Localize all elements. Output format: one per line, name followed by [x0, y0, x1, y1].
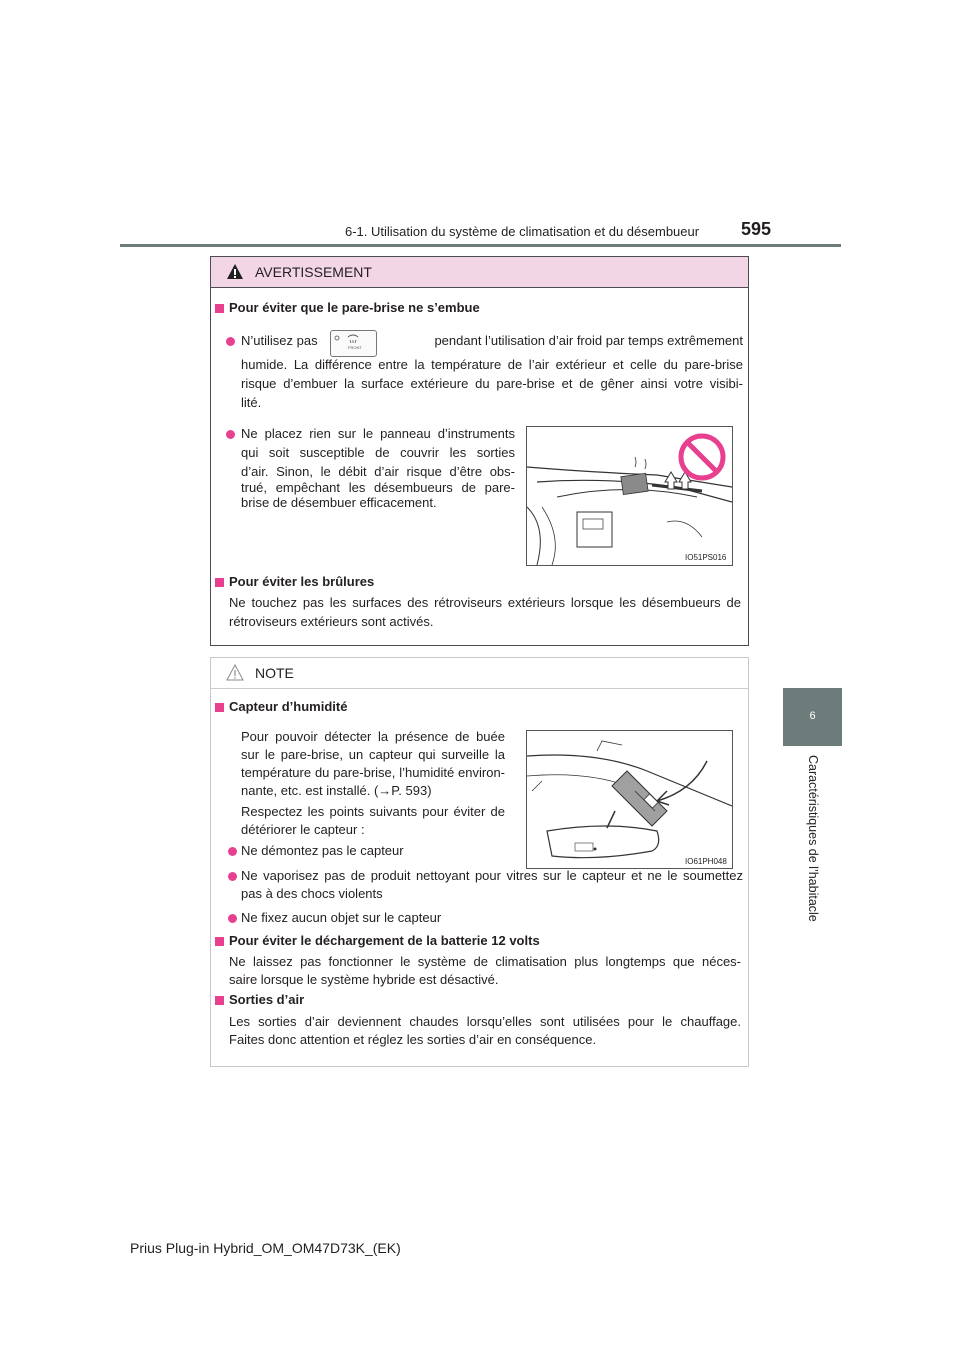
section-text: rétroviseurs extérieurs sont activés. — [229, 614, 434, 629]
bullet-text-line: risque d’embuer la surface extérieure du pare-brise et de gêner ainsi votre visibi- — [241, 376, 743, 391]
section-title: Pour éviter les brûlures — [229, 574, 375, 589]
bullet-dot — [228, 914, 237, 923]
figure-code: IO61PH048 — [685, 857, 727, 866]
chapter-tab — [783, 688, 842, 746]
section-marker — [215, 996, 224, 1005]
bullet-text-line: lité. — [241, 395, 262, 410]
bullet-dot — [226, 430, 235, 439]
section-title: Sorties d’air — [229, 992, 305, 1007]
svg-text:FRONT: FRONT — [348, 345, 362, 350]
bullet-text: Ne fixez aucun objet sur le capteur — [241, 910, 442, 925]
section-marker — [215, 703, 224, 712]
warning-header — [211, 257, 748, 288]
bullet-text: pas à des chocs violents — [241, 886, 383, 901]
header-rule — [120, 244, 841, 247]
section-title: Capteur d’humidité — [229, 699, 348, 714]
bullet-dot — [226, 337, 235, 346]
section-title: Pour éviter que le pare-brise ne s’embue — [229, 300, 480, 315]
note-text-line: température du pare-brise, l’humidité environ- — [241, 765, 505, 780]
bullet-text: Ne vaporisez pas de produit nettoyant pour vitres sur le capteur et ne le soumettez — [241, 868, 743, 883]
section-text: Les sorties d’air deviennent chaudes lorsqu’elles sont utilisées pour le chauffage. — [229, 1014, 741, 1029]
chapter-title: Caractéristiques de l’habitacle — [806, 755, 820, 922]
bullet-text: N’utilisez pas — [241, 333, 318, 348]
bullet-text-line: qui soit susceptible de couvrir les sorties — [241, 445, 515, 460]
chapter-number: 6 — [809, 710, 816, 722]
section-marker — [215, 937, 224, 946]
bullet-text-line: brise de désembuer efficacement. — [241, 495, 437, 510]
humidity-sensor-illustration — [526, 730, 733, 869]
bullet-text-line: d’air. Sinon, le débit d’air risque d’être obs- — [241, 464, 515, 479]
page-number: 595 — [741, 219, 772, 239]
dashboard-illustration — [526, 426, 733, 566]
section-text: Ne touchez pas les surfaces des rétroviseurs extérieurs lorsque les désembueurs de — [229, 595, 741, 610]
section-marker — [215, 578, 224, 587]
section-text: Ne laissez pas fonctionner le système de climatisation plus longtemps que néces- — [229, 954, 741, 969]
note-header — [211, 658, 748, 689]
section-text: saire lorsque le système hybride est désactivé. — [229, 972, 499, 987]
note-text-line: sur le pare-brise, un capteur qui surveille la — [241, 747, 505, 762]
note-text-line: Pour pouvoir détecter la présence de buée — [241, 729, 505, 744]
caution-icon — [226, 664, 244, 681]
running-header: 6-1. Utilisation du système de climatisation et du désembueur — [345, 224, 700, 239]
document-footer: Prius Plug-in Hybrid_OM_OM47D73K_(EK) — [130, 1240, 401, 1256]
bullet-text: pendant l’utilisation d’air froid par temps extrêmement — [434, 333, 743, 348]
section-marker — [215, 304, 224, 313]
note-text-line: détériorer le capteur : — [241, 822, 365, 837]
bullet-dot — [228, 847, 237, 856]
bullet-text: Ne démontez pas le capteur — [241, 843, 404, 858]
note-label: NOTE — [255, 665, 294, 681]
bullet-text-line: humide. La différence entre la température de l’air extérieur et celle du pare-brise — [241, 357, 743, 372]
warning-icon — [226, 263, 244, 280]
bullet-text-line: Ne placez rien sur le panneau d’instruments — [241, 426, 515, 441]
bullet-dot — [228, 872, 237, 881]
note-text-line: Respectez les points suivants pour éviter de — [241, 804, 505, 819]
bullet-text-line: trué, empêchant les désembueurs de pare- — [241, 480, 515, 495]
figure-code: IO51PS016 — [685, 553, 727, 562]
section-text: Faites donc attention et réglez les sorties d’air en conséquence. — [229, 1032, 597, 1047]
section-title: Pour éviter le déchargement de la batterie 12 volts — [229, 933, 540, 948]
warning-label: AVERTISSEMENT — [255, 264, 372, 280]
note-text-line: nante, etc. est installé. (→P. 593) — [241, 783, 432, 798]
defogger-button-icon — [330, 330, 377, 357]
